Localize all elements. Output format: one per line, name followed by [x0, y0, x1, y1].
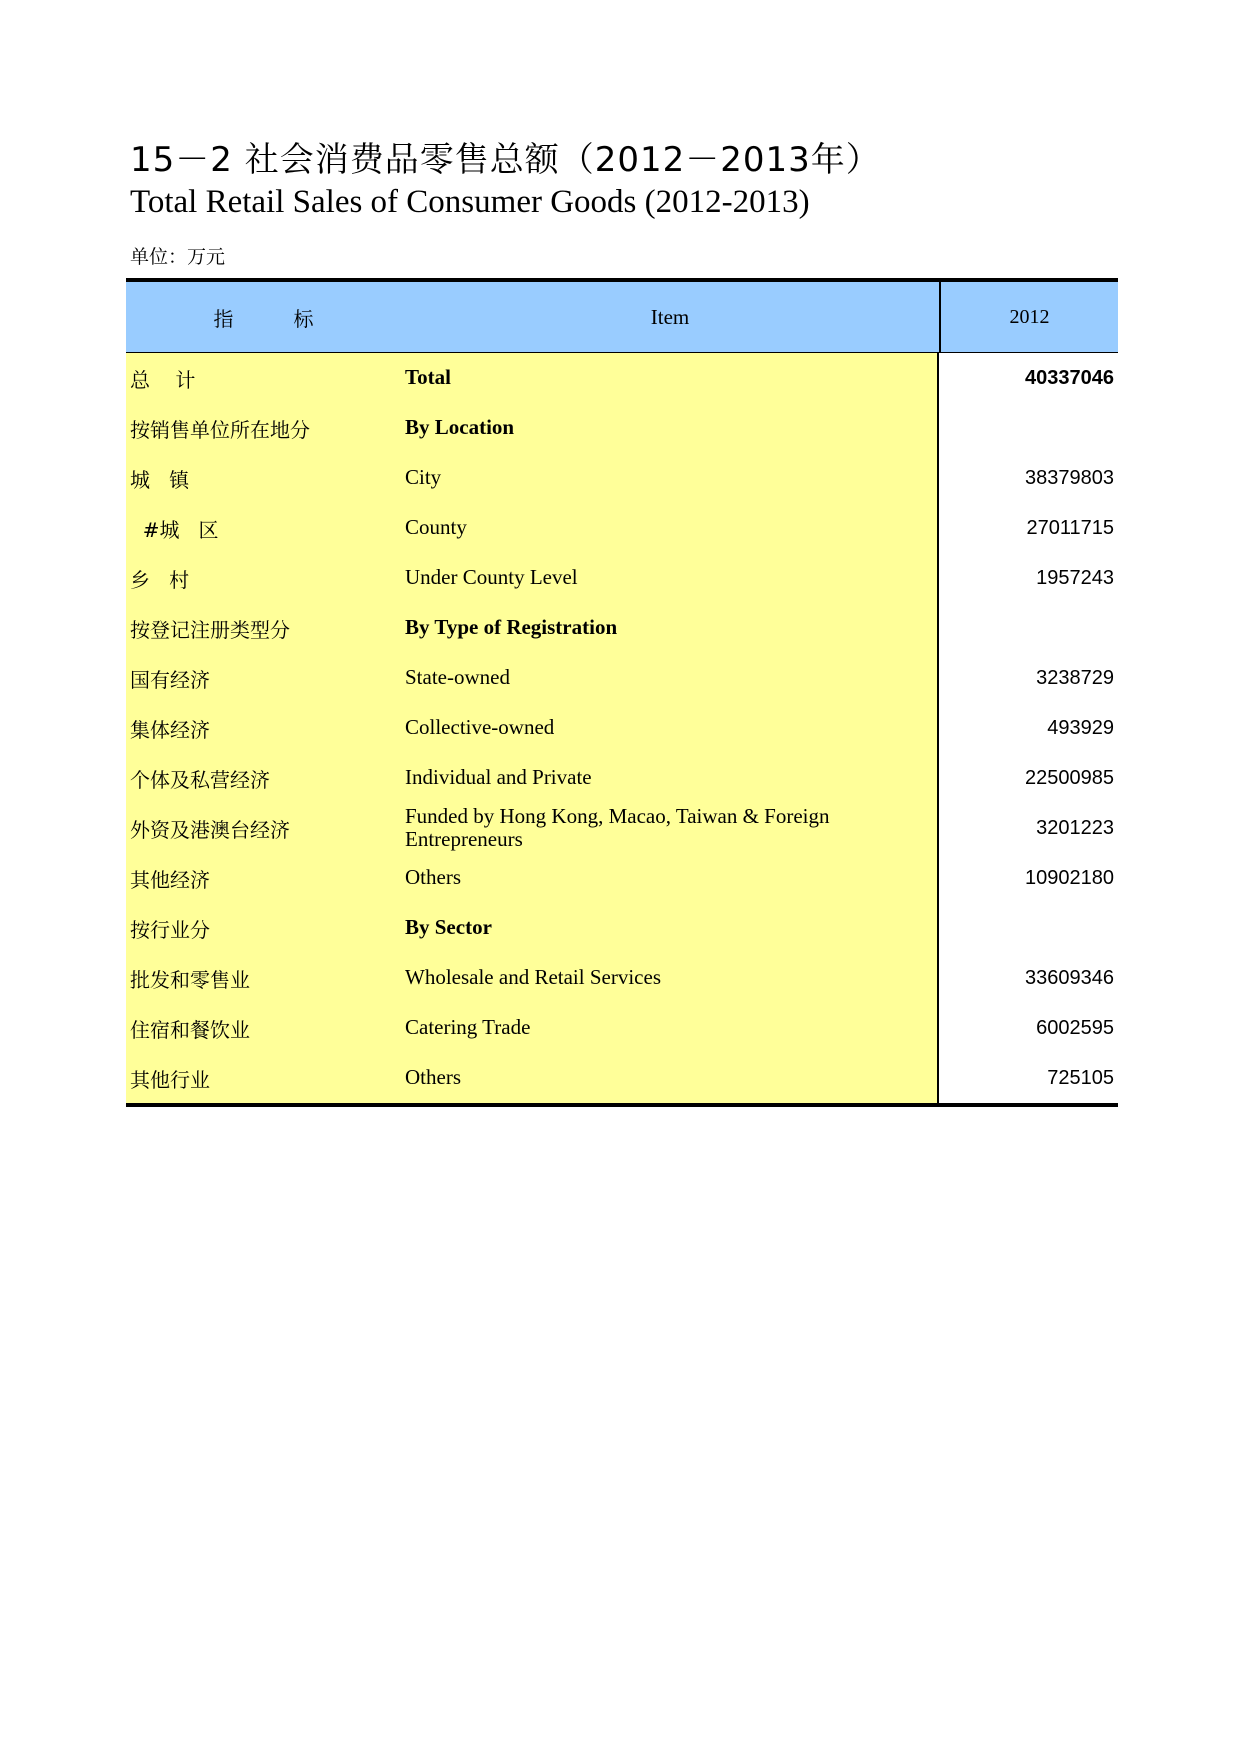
row-value: 3238729 [1036, 666, 1114, 689]
data-table [126, 278, 1118, 1107]
table-row [126, 953, 1118, 1003]
row-value: 1957243 [1036, 566, 1114, 589]
row-label-cn: 按销售单位所在地分 [126, 403, 401, 453]
header-item: Item [401, 282, 941, 352]
table-row [126, 603, 1118, 653]
row-label-en: Funded by Hong Kong, Macao, Taiwan & Foreign Entrepreneurs [401, 803, 939, 853]
row-label-en: County [401, 503, 939, 553]
table-row [126, 403, 1118, 453]
page-title-cn: 15－2 社会消费品零售总额（2012－2013年） [130, 140, 881, 180]
row-value [939, 603, 1118, 653]
row-value: 33609346 [1025, 966, 1114, 989]
table-row [126, 1003, 1118, 1053]
row-label-en: Collective-owned [401, 703, 939, 753]
row-value: 3201223 [1036, 816, 1114, 839]
row-label-en: Under County Level [401, 553, 939, 603]
row-value: 10902180 [1025, 866, 1114, 889]
row-label-en: Wholesale and Retail Services [401, 953, 939, 1003]
row-label-cn: #城 区 [126, 503, 401, 553]
table-row [126, 503, 1118, 553]
table-row [126, 353, 1118, 403]
row-label-en: City [401, 453, 939, 503]
row-label-cn: 个体及私营经济 [126, 753, 401, 803]
row-label-en: Others [401, 853, 939, 903]
row-label-en: By Sector [401, 903, 939, 953]
row-value: 38379803 [1025, 466, 1114, 489]
table-body [126, 353, 1118, 1103]
row-value: 27011715 [1026, 516, 1114, 539]
table-row [126, 803, 1118, 853]
row-label-cn: 集体经济 [126, 703, 401, 753]
row-label-cn: 外资及港澳台经济 [126, 803, 401, 853]
row-label-cn: 国有经济 [126, 653, 401, 703]
row-value: 725105 [1047, 1066, 1114, 1089]
row-label-en: Total [401, 353, 939, 403]
row-value: 40337046 [1025, 366, 1114, 389]
table-row [126, 653, 1118, 703]
row-label-cn: 批发和零售业 [126, 953, 401, 1003]
row-label-en: Others [401, 1053, 939, 1103]
row-value [939, 903, 1118, 953]
row-label-cn: 其他经济 [126, 853, 401, 903]
row-label-en: Individual and Private [401, 753, 939, 803]
header-cn-part2: 标 [293, 306, 314, 331]
row-label-cn: 其他行业 [126, 1053, 401, 1103]
table-row [126, 1053, 1118, 1103]
row-label-en: State-owned [401, 653, 939, 703]
table-row [126, 753, 1118, 803]
row-label-en: By Location [401, 403, 939, 453]
header-cn-part1: 指 [213, 306, 234, 331]
header-year: 2012 [1009, 305, 1050, 328]
row-value [939, 403, 1118, 453]
row-value: 6002595 [1036, 1016, 1114, 1039]
row-label-cn: 城 镇 [126, 453, 401, 503]
table-header [126, 282, 1118, 353]
row-value: 493929 [1047, 716, 1114, 739]
table-row [126, 853, 1118, 903]
table-row [126, 903, 1118, 953]
unit-label: 单位：万元 [130, 246, 226, 268]
row-value: 22500985 [1025, 766, 1114, 789]
row-label-cn: 住宿和餐饮业 [126, 1003, 401, 1053]
row-label-cn: 总 计 [126, 353, 401, 403]
table-row [126, 453, 1118, 503]
table-row [126, 703, 1118, 753]
table-bottom-rule [126, 1103, 1118, 1107]
row-label-cn: 乡 村 [126, 553, 401, 603]
header-cn [126, 282, 401, 352]
row-label-en: By Type of Registration [401, 603, 939, 653]
row-label-cn: 按登记注册类型分 [126, 603, 401, 653]
row-label-cn: 按行业分 [126, 903, 401, 953]
row-label-en: Catering Trade [401, 1003, 939, 1053]
page-title-en: Total Retail Sales of Consumer Goods (2012-2013) [130, 184, 810, 220]
table-row [126, 553, 1118, 603]
